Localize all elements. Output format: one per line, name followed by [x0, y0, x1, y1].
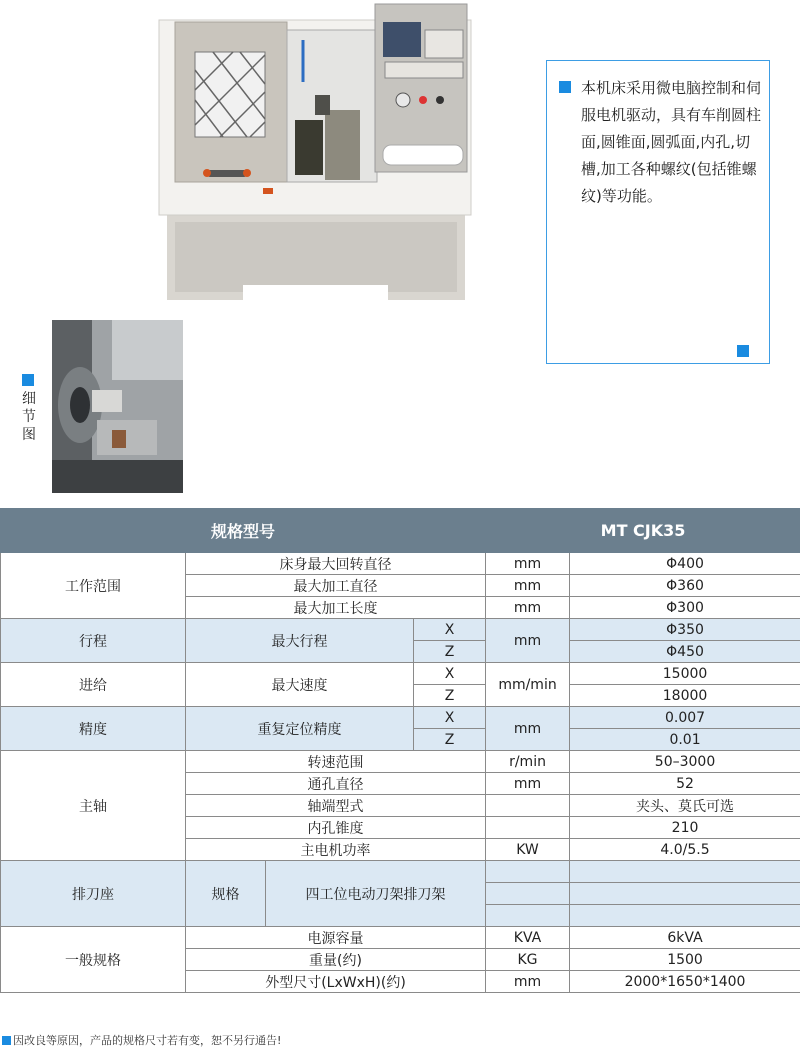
value-cell — [570, 861, 800, 883]
value-cell: Φ400 — [570, 553, 800, 575]
bullet-square-icon — [2, 1036, 11, 1045]
unit-cell: mm — [486, 971, 570, 993]
axis-cell: Z — [414, 641, 486, 663]
item-cell: 重复定位精度 — [186, 707, 414, 751]
axis-cell: Z — [414, 729, 486, 751]
value-cell: 18000 — [570, 685, 800, 707]
value-cell: 15000 — [570, 663, 800, 685]
footnote-text: 因改良等原因，产品的规格尺寸若有变，恕不另行通告! — [13, 1034, 282, 1047]
corner-square-icon — [737, 345, 749, 357]
unit-cell: mm — [486, 619, 570, 663]
axis-cell: Z — [414, 685, 486, 707]
value-cell: 52 — [570, 773, 800, 795]
detail-label — [22, 374, 38, 444]
bullet-square-icon — [559, 81, 571, 93]
table-row — [1, 751, 800, 773]
value-cell: Φ450 — [570, 641, 800, 663]
detail-label-text: 细节图 — [22, 391, 36, 443]
value-cell: 2000*1650*1400 — [570, 971, 800, 993]
item-cell: 四工位电动刀架排刀架 — [266, 861, 486, 927]
item-cell: 重量(约) — [186, 949, 486, 971]
value-cell: 0.01 — [570, 729, 800, 751]
description-text: 本机床采用微电脑控制和伺服电机驱动，具有车削圆柱面,圆锥面,圆弧面,内孔,切槽,加工各种螺纹(包括锥螺纹)等功能。 — [581, 79, 762, 205]
unit-cell: r/min — [486, 751, 570, 773]
item-cell: 内孔锥度 — [186, 817, 486, 839]
unit-cell — [486, 817, 570, 839]
unit-cell — [486, 795, 570, 817]
header-model-number: MT CJK35 — [486, 509, 800, 553]
cnc-lathe-image — [155, 0, 475, 305]
value-cell — [570, 905, 800, 927]
unit-cell — [486, 905, 570, 927]
value-cell: 夹头、莫氏可选 — [570, 795, 800, 817]
unit-cell: mm — [486, 575, 570, 597]
group-travel: 行程 — [1, 619, 186, 663]
item-cell: 轴端型式 — [186, 795, 486, 817]
item-cell: 外型尺寸(LxWxH)(约) — [186, 971, 486, 993]
item-cell: 通孔直径 — [186, 773, 486, 795]
group-turret: 排刀座 — [1, 861, 186, 927]
bullet-square-icon — [22, 374, 34, 386]
item-cell: 主电机功率 — [186, 839, 486, 861]
item-cell: 最大行程 — [186, 619, 414, 663]
value-cell: 0.007 — [570, 707, 800, 729]
footnote — [2, 1032, 281, 1047]
table-row — [1, 707, 800, 729]
value-cell: 4.0/5.5 — [570, 839, 800, 861]
value-cell: 210 — [570, 817, 800, 839]
value-cell — [570, 883, 800, 905]
unit-cell: KW — [486, 839, 570, 861]
group-spindle: 主轴 — [1, 751, 186, 861]
item-cell: 最大加工长度 — [186, 597, 486, 619]
spec-table — [0, 508, 800, 993]
detail-photo — [52, 320, 183, 493]
item-cell: 床身最大回转直径 — [186, 553, 486, 575]
group-work-range: 工作范围 — [1, 553, 186, 619]
table-row — [1, 619, 800, 641]
table-row — [1, 663, 800, 685]
value-cell: 6kVA — [570, 927, 800, 949]
description-box — [546, 60, 770, 364]
unit-cell: KG — [486, 949, 570, 971]
table-header-row — [1, 509, 800, 553]
axis-cell: X — [414, 663, 486, 685]
value-cell: Φ360 — [570, 575, 800, 597]
axis-cell: X — [414, 619, 486, 641]
item-cell: 转速范围 — [186, 751, 486, 773]
item-cell: 最大速度 — [186, 663, 414, 707]
value-cell: Φ350 — [570, 619, 800, 641]
group-feed: 进给 — [1, 663, 186, 707]
value-cell: Φ300 — [570, 597, 800, 619]
unit-cell: mm — [486, 597, 570, 619]
unit-cell: mm — [486, 707, 570, 751]
value-cell: 50–3000 — [570, 751, 800, 773]
table-row — [1, 553, 800, 575]
value-cell: 1500 — [570, 949, 800, 971]
table-row — [1, 861, 800, 883]
header-spec-model: 规格型号 — [1, 509, 486, 553]
item-cell: 最大加工直径 — [186, 575, 486, 597]
unit-cell: KVA — [486, 927, 570, 949]
group-accuracy: 精度 — [1, 707, 186, 751]
unit-cell — [486, 861, 570, 883]
turret-sub-cell: 规格 — [186, 861, 266, 927]
unit-cell: mm — [486, 773, 570, 795]
unit-cell: mm — [486, 553, 570, 575]
unit-cell — [486, 883, 570, 905]
unit-cell: mm/min — [486, 663, 570, 707]
table-row — [1, 927, 800, 949]
item-cell: 电源容量 — [186, 927, 486, 949]
group-general: 一般规格 — [1, 927, 186, 993]
axis-cell: X — [414, 707, 486, 729]
